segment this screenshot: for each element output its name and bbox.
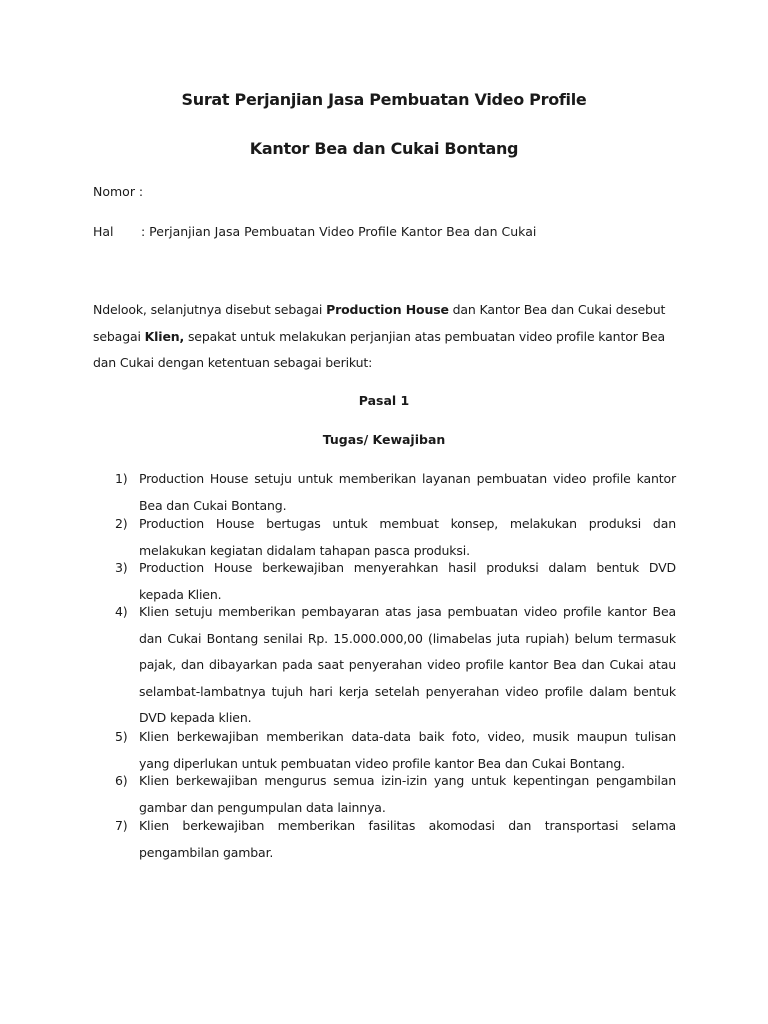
intro-line (93, 350, 683, 377)
list-item-line: Klien berkewajiban memberikan data-data baik foto, video, musik maupun tulisan (139, 729, 676, 744)
list-item-line: Klien berkewajiban mengurus semua izin-izin yang untuk kepentingan pengambilan (139, 773, 676, 788)
list-item-line: Production House berkewajiban menyerahkan hasil produksi dalam bentuk DVD (139, 560, 676, 575)
list-item-line: Bea dan Cukai Bontang. (139, 497, 287, 513)
intro-text: dan Kantor Bea dan Cukai desebut (448, 302, 666, 317)
hal-field (93, 224, 536, 239)
list-item (93, 599, 676, 732)
document-title: Surat Perjanjian Jasa Pembuatan Video Profile (181, 90, 587, 109)
list-item-line: kepada Klien. (139, 586, 222, 602)
intro-bold-text: Klien, (144, 328, 185, 344)
list-item-number: 1) (115, 471, 128, 486)
list-item-line: dan Cukai Bontang senilai Rp. 15.000.000,00 (limabelas juta rupiah) belum termasuk (139, 630, 676, 646)
list-item-number: 6) (115, 773, 128, 788)
list-item-line: pengambilan gambar. (139, 844, 274, 860)
list-item-line: selambat-lambatnya tujuh hari kerja setelah penyerahan video profile dalam bentuk (139, 683, 676, 699)
list-item-line: Production House bertugas untuk membuat konsep, melakukan produksi dan (139, 516, 676, 531)
intro-line (93, 297, 683, 324)
list-item-line: Klien setuju memberikan pembayaran atas jasa pembuatan video profile kantor Bea (139, 604, 676, 619)
intro-paragraph (93, 297, 683, 377)
list-item-number: 2) (115, 516, 128, 531)
list-item-line: yang diperlukan untuk pembuatan video profile kantor Bea dan Cukai Bontang. (139, 755, 625, 771)
list-item-line: Production House setuju untuk memberikan layanan pembuatan video profile kantor (139, 471, 676, 486)
nomor-field: Nomor : (93, 184, 144, 199)
list-item-number: 3) (115, 560, 128, 575)
list-item-line: Klien berkewajiban memberikan fasilitas akomodasi dan transportasi selama (139, 818, 676, 833)
list-item-number: 5) (115, 729, 128, 744)
list-item-number: 4) (115, 604, 128, 619)
list-item-text (139, 599, 676, 732)
hal-label: Hal (93, 224, 114, 239)
pasal-heading: Pasal 1 (358, 393, 410, 408)
document-subtitle: Kantor Bea dan Cukai Bontang (249, 139, 519, 158)
intro-text: dan Cukai dengan ketentuan sebagai berikut: (93, 355, 373, 370)
list-item-text (139, 813, 676, 866)
intro-line (93, 324, 683, 351)
list-item-line: melakukan kegiatan didalam tahapan pasca produksi. (139, 542, 470, 558)
intro-text: sepakat untuk melakukan perjanjian atas pembuatan video profile kantor Bea (184, 328, 665, 344)
list-item-line: pajak, dan dibayarkan pada saat penyerahan video profile kantor Bea dan Cukai atau (139, 657, 676, 672)
list-item-line: DVD kepada klien. (139, 710, 252, 725)
list-item (93, 813, 676, 866)
hal-value: : Perjanjian Jasa Pembuatan Video Profile Kantor Bea dan Cukai (141, 224, 537, 239)
intro-text: Ndelook, selanjutnya disebut sebagai (93, 302, 327, 317)
list-item-line: gambar dan pengumpulan data lainnya. (139, 799, 386, 815)
section-heading: Tugas/ Kewajiban (322, 432, 446, 447)
intro-text: sebagai (93, 328, 145, 344)
list-item-number: 7) (115, 818, 128, 833)
intro-bold-text: Production House (326, 302, 449, 317)
